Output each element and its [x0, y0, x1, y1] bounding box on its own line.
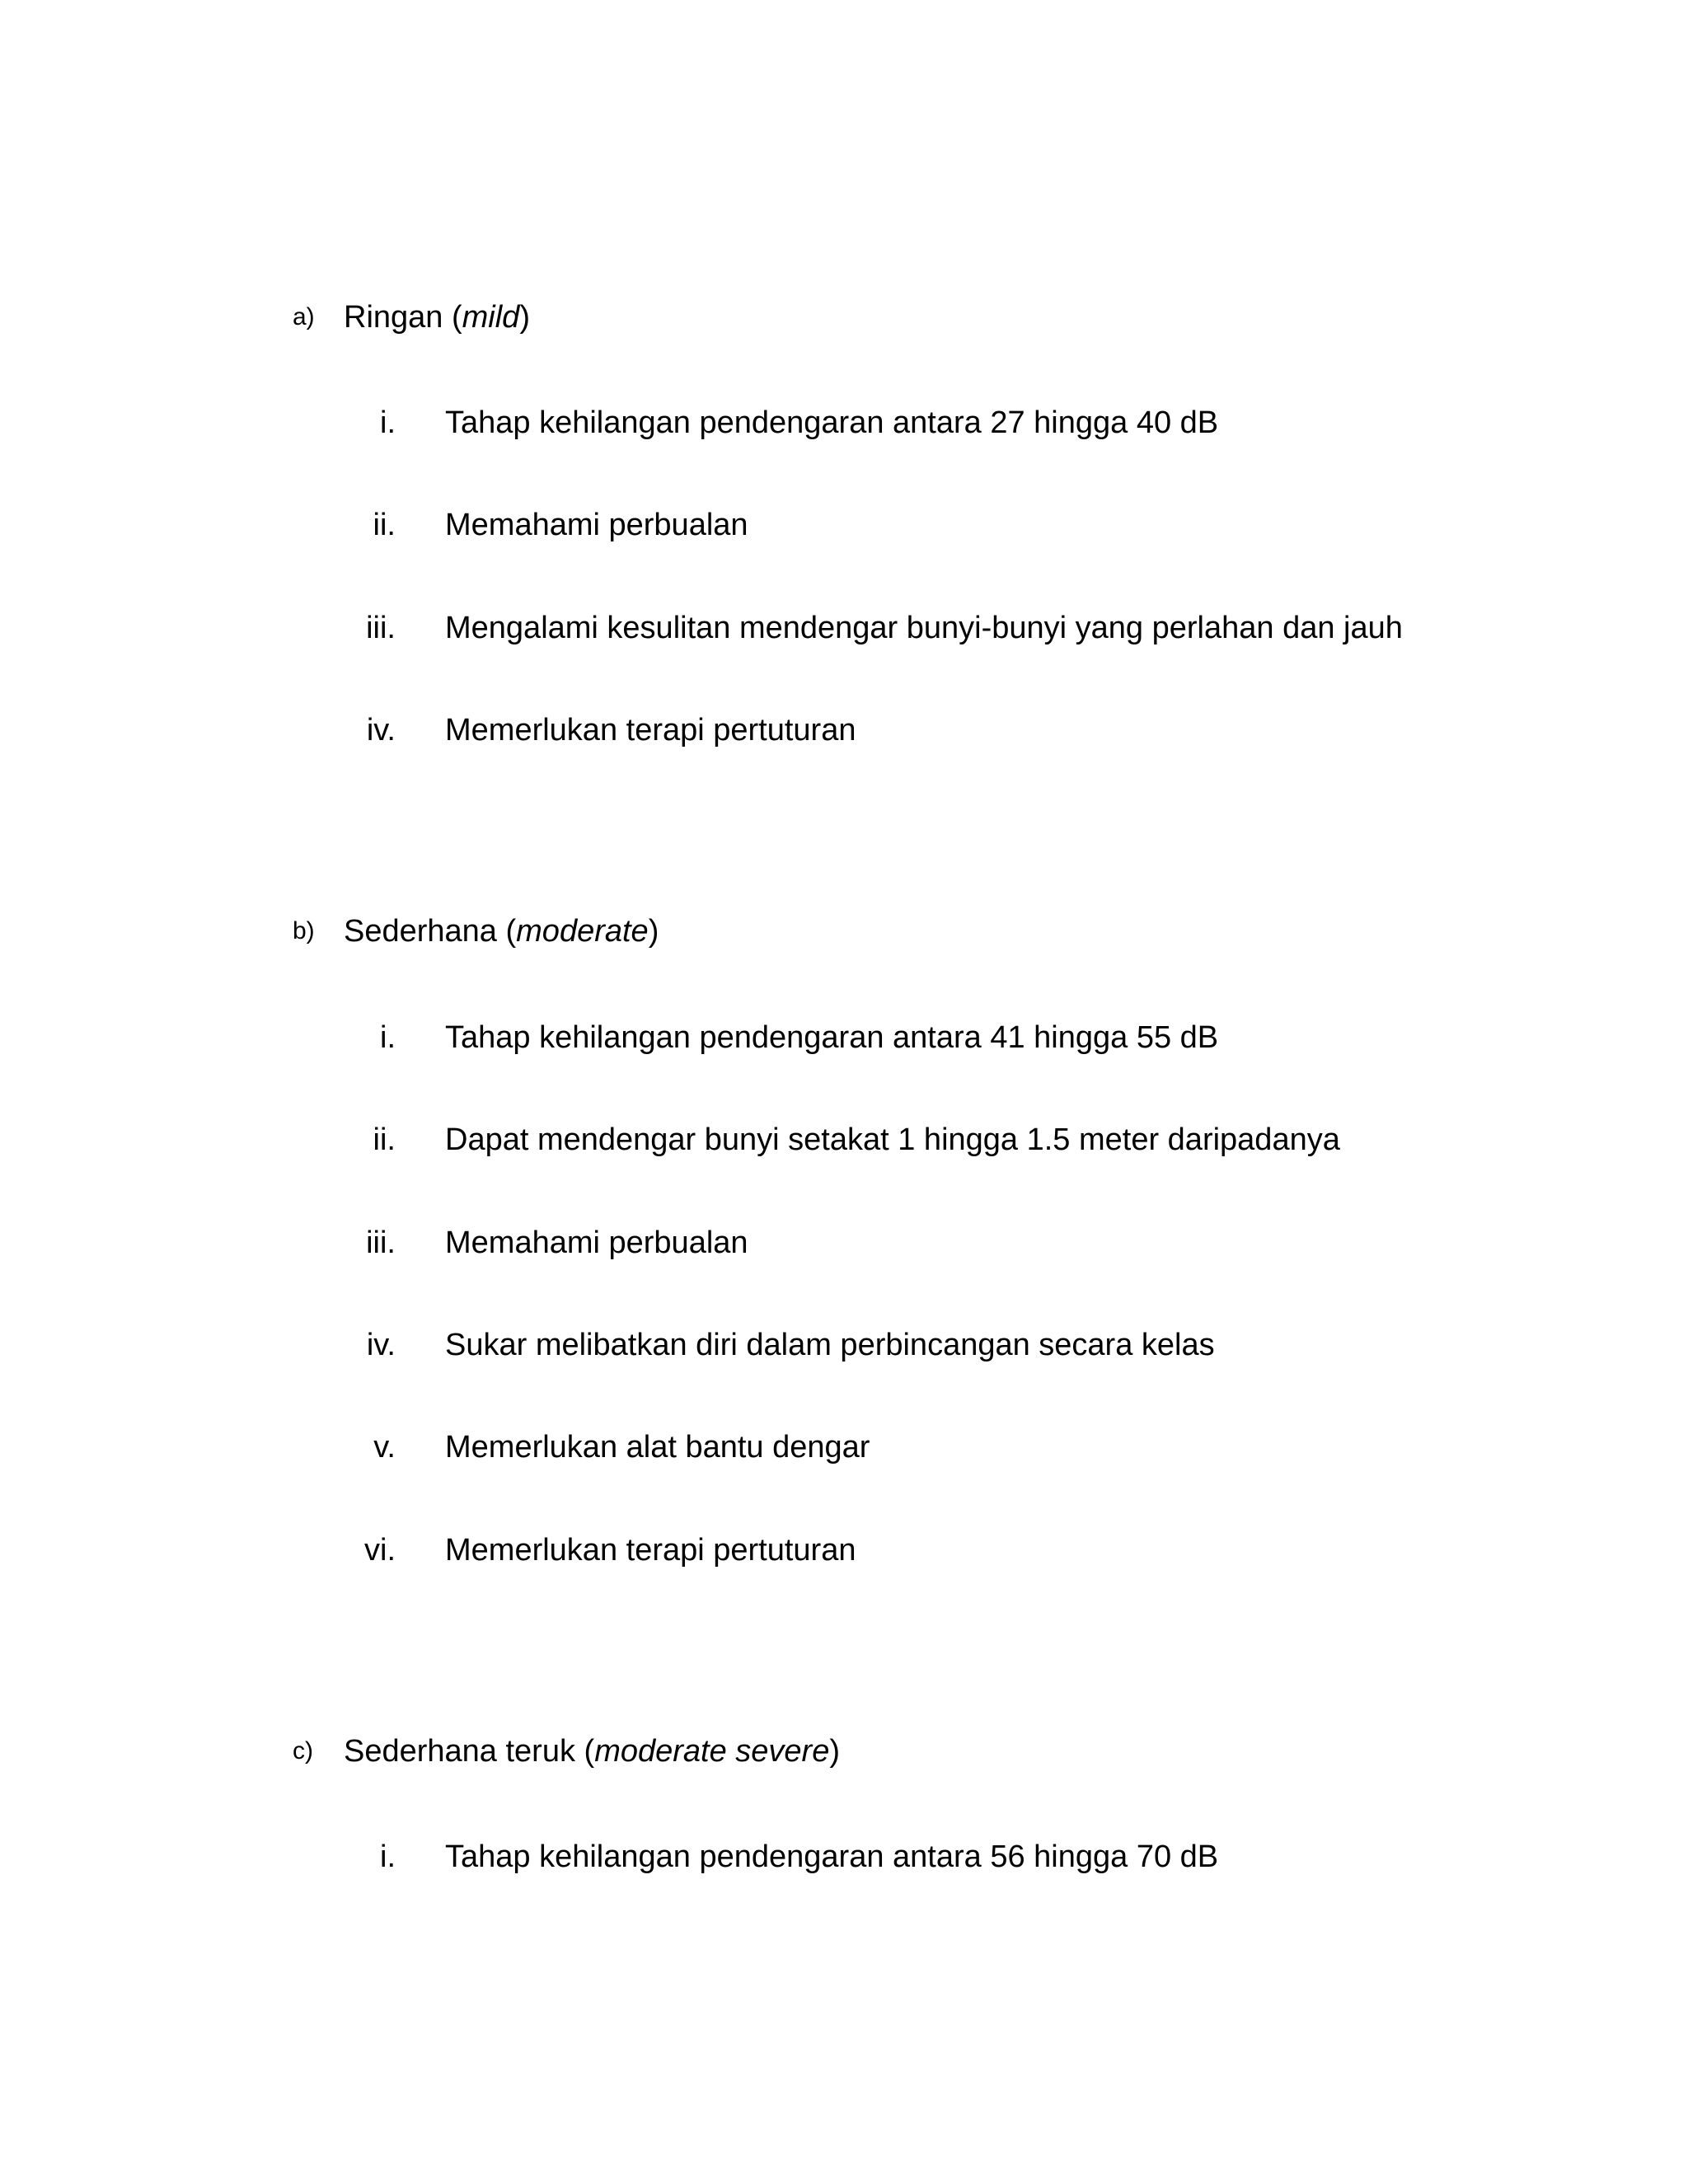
list-numeral: iv.: [366, 1327, 396, 1362]
section-title-english: mild: [462, 299, 520, 335]
list-item: [346, 502, 748, 548]
section-title: Ringan (mild): [344, 299, 530, 335]
list-numeral: i.: [380, 1839, 396, 1874]
list-item: [346, 1322, 1215, 1368]
list-item-text: Mengalami kesulitan mendengar bunyi-bunyi yang perlahan dan jauh: [445, 610, 1403, 645]
list-item-text: Memerlukan terapi pertuturan: [445, 1532, 856, 1568]
section-letter: b): [293, 917, 315, 944]
list-numeral: ii.: [373, 507, 396, 542]
list-numeral: v.: [373, 1429, 396, 1465]
section-heading-b: [293, 907, 659, 956]
list-numeral: iii.: [366, 1225, 396, 1260]
list-item-text: Memahami perbualan: [445, 507, 748, 542]
list-item-text: Memerlukan terapi pertuturan: [445, 712, 856, 748]
section-title: Sederhana teruk (moderate severe): [344, 1733, 840, 1769]
list-item-text: Tahap kehilangan pendengaran antara 27 hingga 40 dB: [445, 405, 1219, 440]
list-item-text: Memerlukan alat bantu dengar: [445, 1429, 870, 1465]
list-numeral: iii.: [366, 610, 396, 645]
list-item: [346, 1424, 870, 1470]
section-title-english: moderate severe: [594, 1733, 830, 1769]
list-numeral: i.: [380, 1019, 396, 1055]
section-title-english: moderate: [516, 913, 649, 949]
list-item: [346, 1015, 1218, 1061]
list-item-text: Dapat mendengar bunyi setakat 1 hingga 1.5 meter daripadanya: [445, 1122, 1340, 1157]
list-item: [346, 1527, 856, 1573]
list-numeral: ii.: [373, 1122, 396, 1157]
list-item: [346, 1117, 1340, 1163]
list-numeral: i.: [380, 405, 396, 440]
list-item: [346, 1834, 1218, 1880]
list-item-text: Tahap kehilangan pendengaran antara 41 hingga 55 dB: [445, 1019, 1219, 1055]
section-letter: c): [293, 1737, 313, 1765]
section-heading-c: [293, 1727, 840, 1776]
list-item: [346, 1220, 748, 1266]
section-title: Sederhana (moderate): [344, 913, 659, 949]
section-letter: a): [293, 303, 315, 330]
list-item: [346, 605, 1403, 651]
section-heading-a: [293, 293, 530, 342]
list-numeral: iv.: [366, 712, 396, 748]
list-item-text: Memahami perbualan: [445, 1225, 748, 1260]
list-item-text: Sukar melibatkan diri dalam perbincangan secara kelas: [445, 1327, 1215, 1362]
list-numeral: vi.: [364, 1532, 396, 1568]
list-item: [346, 400, 1218, 446]
list-item: [346, 707, 856, 753]
list-item-text: Tahap kehilangan pendengaran antara 56 hingga 70 dB: [445, 1839, 1219, 1874]
